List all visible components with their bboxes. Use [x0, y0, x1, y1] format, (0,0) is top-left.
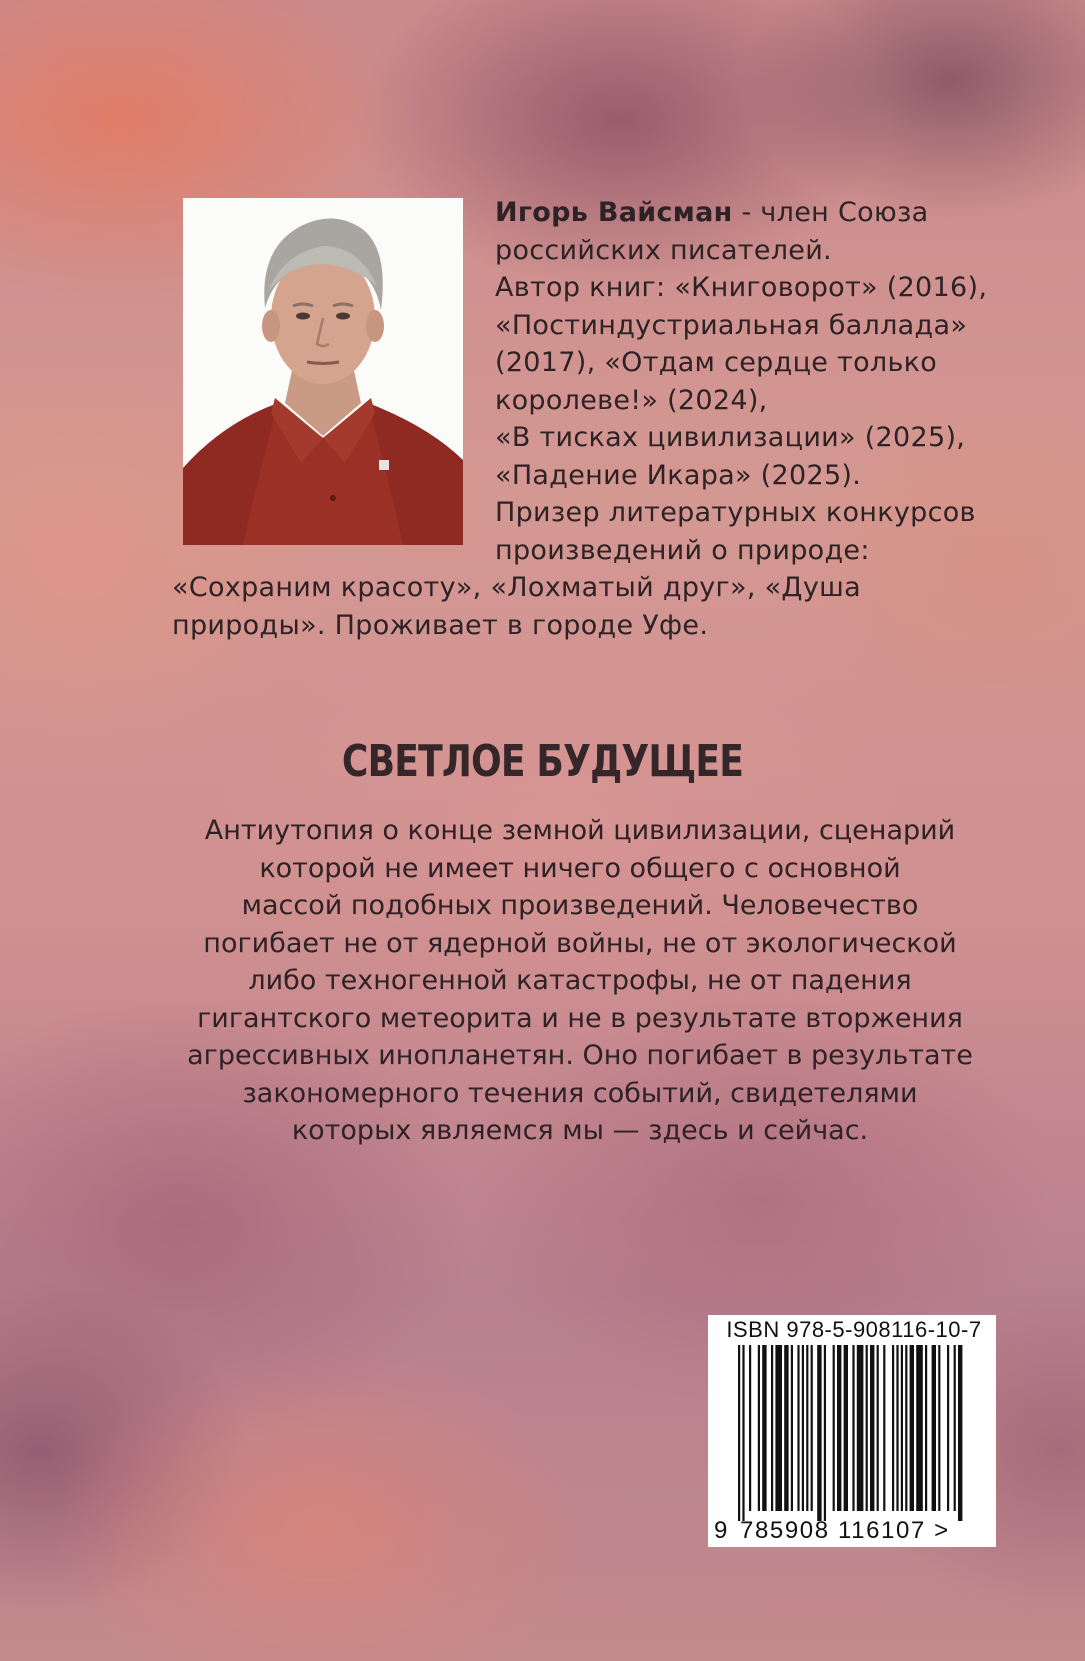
bio-line: «В тисках цивилизации» (2025), — [495, 422, 966, 453]
barcode-bar — [775, 1345, 782, 1511]
author-bio — [172, 194, 1012, 644]
synopsis-line: которой не имеет ничего общего с основной — [259, 852, 901, 884]
bio-line: «Падение Икара» (2025). — [495, 459, 862, 491]
isbn-label: ISBN 978-5-908116-10-7 — [726, 1317, 982, 1342]
author-name: Игорь Вайсман — [495, 197, 733, 228]
synopsis-line: закономерного течения событий, свидетелями — [242, 1077, 918, 1109]
barcode-bar — [901, 1345, 903, 1511]
barcode-bar — [824, 1345, 826, 1521]
barcode-bar — [958, 1345, 962, 1521]
barcode-bars — [738, 1345, 968, 1521]
barcode-bar — [938, 1345, 940, 1511]
bio-line-full: природы». Проживает в городе Уфе. — [172, 609, 709, 641]
barcode-bar — [954, 1345, 956, 1511]
bio-line: (2017), «Отдам сердце только — [495, 347, 938, 378]
book-title: СВЕТЛОЕ БУДУЩЕЕ — [341, 736, 744, 787]
synopsis-line: гигантского метеорита и не в результате вторжения — [197, 1002, 963, 1034]
barcode-bar — [883, 1345, 885, 1511]
synopsis-line: Антиутопия о конце земной цивилизации, сценарий — [204, 815, 956, 846]
synopsis-line: агрессивных инопланетян. Оно погибает в результате — [187, 1040, 973, 1071]
barcode-bar — [758, 1345, 760, 1511]
synopsis-line: погибает не от ядерной войны, не от экологической — [203, 927, 957, 959]
bio-line: «Постиндустриальная баллада» — [495, 309, 968, 341]
bio-line: произведений о природе: — [495, 534, 870, 566]
synopsis-line: которых являемся мы — здесь и сейчас. — [291, 1115, 869, 1146]
barcode-bar — [802, 1345, 804, 1511]
bio-line-1 — [172, 194, 1012, 232]
bio-line: Призер литературных конкурсов — [495, 497, 976, 528]
synopsis-line: массой подобных произведений. Человечество — [241, 890, 919, 921]
bio-line-full: «Сохраним красоту», «Лохматый друг», «Душа — [172, 572, 861, 603]
barcode-bar — [877, 1345, 879, 1511]
barcode-bar — [932, 1345, 936, 1511]
barcode-bar — [896, 1345, 898, 1511]
barcode-bar — [870, 1345, 874, 1511]
barcode-bar — [784, 1345, 788, 1511]
barcode-bar — [916, 1345, 923, 1511]
barcode-bar — [797, 1345, 799, 1511]
ean-first-digit: 9 — [714, 1517, 728, 1544]
bio-line: королеве!» (2024), — [495, 384, 768, 416]
barcode-bar — [742, 1345, 744, 1521]
bio-line-1-rest: - член Союза — [732, 197, 929, 228]
barcode-bar — [762, 1345, 766, 1511]
synopsis-line: либо техногенной катастрофы, не от падения — [248, 965, 912, 996]
barcode-bar — [791, 1345, 793, 1511]
barcode-bar — [771, 1345, 773, 1511]
bio-line: российских писателей. — [495, 234, 832, 266]
isbn-barcode — [708, 1315, 996, 1547]
barcode-bar — [852, 1345, 854, 1511]
barcode-bar — [910, 1345, 914, 1511]
barcode-bar — [817, 1345, 821, 1521]
bio-line: Автор книг: «Книговорот» (2016), — [495, 272, 988, 303]
barcode-bar — [905, 1345, 907, 1511]
barcode-bar — [947, 1345, 949, 1511]
barcode-bar — [857, 1345, 864, 1511]
barcode-bar — [844, 1345, 848, 1511]
barcode-bar — [925, 1345, 927, 1511]
barcode-bar — [833, 1345, 835, 1511]
barcode-bar — [837, 1345, 841, 1511]
barcode-bar — [738, 1345, 740, 1521]
barcode-bar — [811, 1345, 813, 1511]
barcode-bar — [806, 1345, 808, 1511]
synopsis — [150, 812, 1010, 1150]
barcode-bar — [892, 1345, 894, 1511]
ean-digits: 785908 116107 > — [740, 1517, 950, 1544]
barcode-bar — [866, 1345, 868, 1511]
barcode-bar — [749, 1345, 751, 1511]
